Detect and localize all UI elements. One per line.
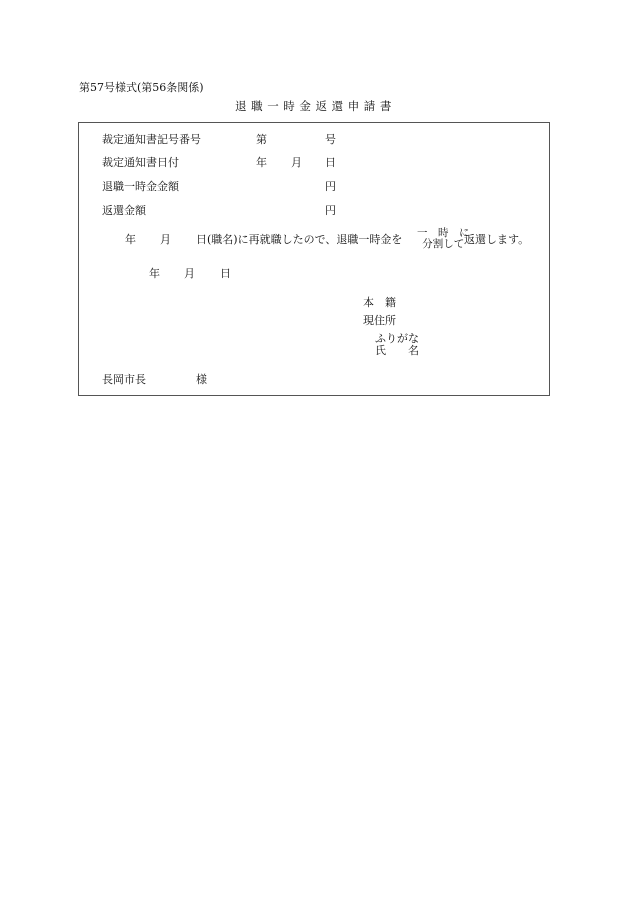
statement-text-end: 返還します。 (464, 233, 530, 246)
signature-date-day: 日 (220, 267, 231, 280)
lump-sum-amount-unit: 円 (325, 180, 336, 193)
notice-number-prefix: 第 (256, 133, 267, 146)
form-number: 第57号様式(第56条関係) (79, 81, 204, 94)
notice-number-label: 裁定通知書記号番号 (102, 133, 201, 146)
return-amount-label: 返還金額 (102, 204, 146, 217)
notice-date-label: 裁定通知書日付 (102, 156, 179, 169)
signature-date-month: 月 (184, 267, 195, 280)
statement-month: 月 (160, 233, 171, 246)
signature-date-year: 年 (149, 267, 160, 280)
address-label: 現住所 (363, 314, 396, 327)
statement-year: 年 (125, 233, 136, 246)
notice-number-suffix: 号 (325, 133, 336, 146)
name-label: 氏 名 (375, 344, 419, 357)
addressee-honorific: 様 (196, 373, 207, 386)
payment-method-options (417, 228, 470, 250)
option-installment: 分割して (422, 238, 465, 250)
furigana-label: ふりがな (375, 332, 419, 345)
statement-text: 日(職名)に再就職したので、退職一時金を (196, 233, 403, 246)
notice-date-day: 日 (325, 156, 336, 169)
return-amount-unit: 円 (325, 204, 336, 217)
notice-date-month: 月 (291, 156, 302, 169)
domicile-label: 本 籍 (363, 296, 396, 309)
lump-sum-amount-label: 退職一時金金額 (102, 180, 179, 193)
addressee-label: 長岡市長 (102, 373, 146, 386)
option-lump-sum: 一 時 に (417, 227, 470, 239)
document-title: 退職一時金返還申請書 (235, 99, 396, 113)
notice-date-year: 年 (256, 156, 267, 169)
